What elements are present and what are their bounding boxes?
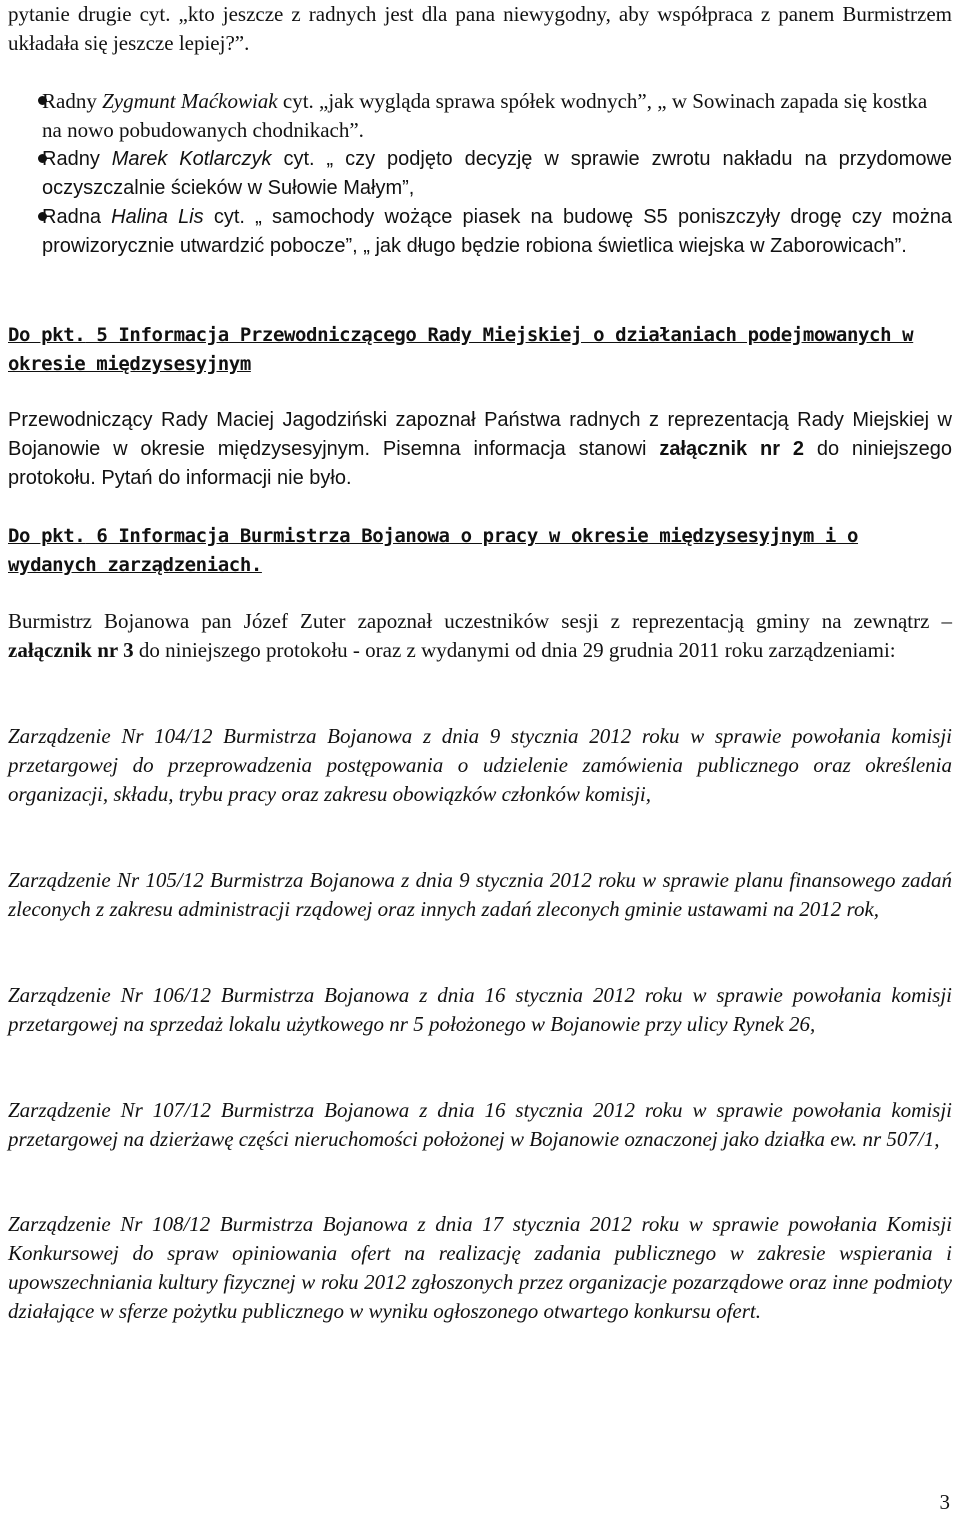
- body-text: do niniejszego protokołu. Pytań do informacji nie było.: [8, 438, 952, 489]
- councillor-name: Marek Kotlarczyk: [111, 148, 272, 170]
- question-item: [42, 203, 952, 261]
- order-text: Zarządzenie Nr 104/12 Burmistrza Bojanowa z dnia 9 stycznia 2012 roku w sprawie powołania komisji przetargowej do przeprowadzenia postępowania o udzielenie zamówienia publicznego oraz określenia organizacji, składu, trybu pracy oraz zakresu obowiązków członków komisji,: [8, 724, 952, 806]
- order-paragraph: [8, 722, 952, 809]
- question-text: cyt. „ samochody wożące piasek na budowę S5 poniszczyły drogę czy można prowizorycznie utwardzić pobocze”, „ jak długo będzie robiona świetlica wiejska w Zaborowicach”.: [42, 206, 953, 257]
- councillor-name: Zygmunt Maćkowiak: [102, 89, 278, 113]
- order-paragraph: [8, 981, 952, 1039]
- question-prefix: Radny: [42, 89, 103, 113]
- page-number: 3: [939, 1490, 950, 1514]
- section-6-heading: [8, 522, 952, 580]
- question-item: [42, 145, 952, 203]
- question-text: cyt. „jak wygląda sprawa spółek wodnych”, „ w Sowinach zapada się kostka na nowo pobudowanych chodnikach”.: [42, 89, 928, 142]
- order-text: Zarządzenie Nr 108/12 Burmistrza Bojanowa z dnia 17 stycznia 2012 roku w sprawie powołania Komisji Konkursowej do spraw opiniowania ofert na realizację zadania publicznego w zakresie wspierania i upowszechniania kultury fizycznej w roku 2012 zgłoszonych przez organizacje pozarządowe oraz inne podmioty działające w sferze pożytku publicznego w wyniku ogłoszonego otwartego konkursu ofert.: [8, 1212, 952, 1323]
- question-item: [42, 87, 952, 145]
- section-label: Do pkt.: [8, 525, 86, 547]
- order-text: Zarządzenie Nr 105/12 Burmistrza Bojanowa z dnia 9 stycznia 2012 roku w sprawie planu finansowego zadań zleconych z zakresu administracji rządowej oraz innych zadań zleconych gminie ustawami na 2012 rok,: [8, 868, 952, 921]
- body-text: Burmistrz Bojanowa pan Józef Zuter zapoznał uczestników sesji z reprezentacją gminy na zewnątrz –: [8, 609, 952, 633]
- attachment-ref: załącznik nr 3: [8, 638, 134, 662]
- order-paragraph: [8, 1096, 952, 1154]
- section-title: 6 Informacja Burmistrza Bojanowa o pracy w okresie międzysesyjnym i o wydanych zarządzeniach.: [8, 525, 859, 576]
- intro-text: pytanie drugie cyt. „kto jeszcze z radnych jest dla pana niewygodny, aby współpraca z panem Burmistrzem układała się jeszcze lepiej?”.: [8, 2, 952, 55]
- order-paragraph: [8, 866, 952, 924]
- body-text: Przewodniczący Rady Maciej Jagodziński zapoznał Państwa radnych z reprezentacją Rady Miejskiej w Bojanowie w okresie międzysesyjnym. Pisemna informacja stanowi: [8, 409, 952, 460]
- question-prefix: Radna: [42, 206, 112, 228]
- section-label: Do pkt.: [8, 324, 86, 346]
- attachment-ref: załącznik nr 2: [659, 438, 804, 460]
- councillor-name: Halina Lis: [111, 206, 204, 228]
- section-5-body: [8, 406, 952, 493]
- order-paragraph: [8, 1210, 952, 1326]
- order-text: Zarządzenie Nr 106/12 Burmistrza Bojanowa z dnia 16 stycznia 2012 roku w sprawie powołania komisji przetargowej na sprzedaż lokalu użytkowego nr 5 położonego w Bojanowie przy ulicy Rynek 26,: [8, 983, 952, 1036]
- order-text: Zarządzenie Nr 107/12 Burmistrza Bojanowa z dnia 16 stycznia 2012 roku w sprawie powołania komisji przetargowej na dzierżawę części nieruchomości położonej w Bojanowie oznaczonej jako działka ew. nr 507/1,: [8, 1098, 952, 1151]
- question-prefix: Radny: [42, 148, 112, 170]
- section-6-body: [8, 607, 952, 665]
- intro-paragraph: [8, 0, 952, 58]
- body-text: do niniejszego protokołu - oraz z wydanymi od dnia 29 grudnia 2011 roku zarządzeniami:: [133, 638, 896, 662]
- section-title: 5 Informacja Przewodniczącego Rady Miejskiej o działaniach podejmowanych w okresie międzysesyjnym: [8, 324, 914, 375]
- section-5-heading: [8, 321, 952, 379]
- question-text: cyt. „ czy podjęto decyzję w sprawie zwrotu nakładu na przydomowe oczyszczalnie ścieków w Sułowie Małym”,: [42, 148, 953, 199]
